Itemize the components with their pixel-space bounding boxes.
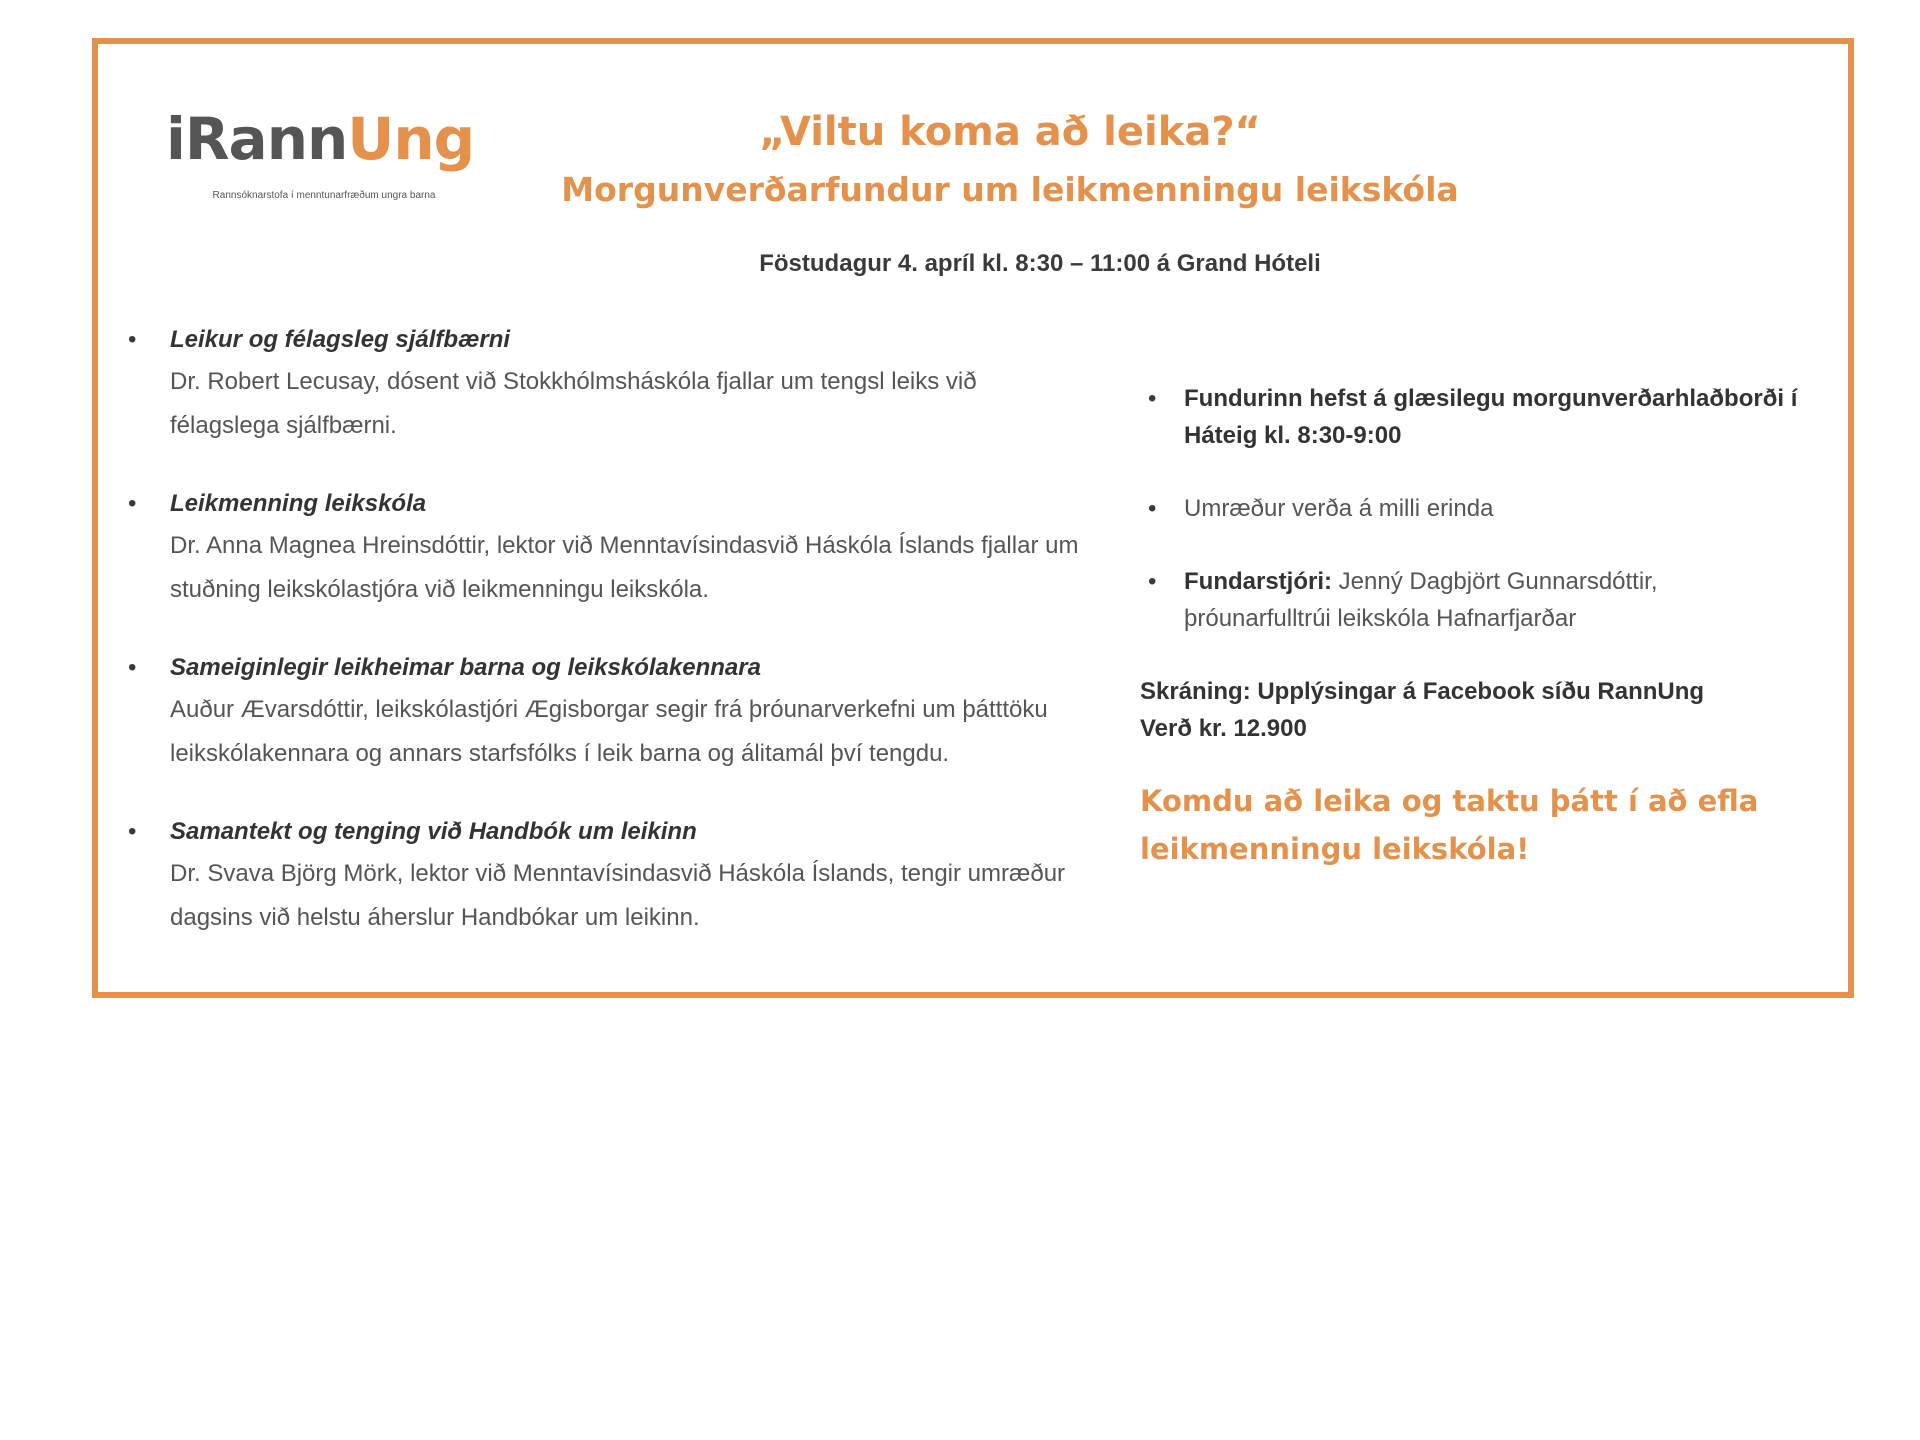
talk-description: Dr. Anna Magnea Hreinsdóttir, lektor við Menntavísindasvið Háskóla Íslands fjallar um stuðning leikskólastjóra við leikmenningu leikskóla. xyxy=(170,532,1079,603)
date-line: Föstudagur 4. apríl kl. 8:30 – 11:00 á Grand Hóteli xyxy=(759,250,1321,277)
talk-title: Leikmenning leikskóla xyxy=(170,490,427,517)
main-subtitle: Morgunverðarfundur um leikmenningu leikskóla xyxy=(561,170,1459,209)
talk-description: Dr. Svava Björg Mörk, lektor við Menntavísindasvið Háskóla Íslands, tengir umræður dagsins við helstu áherslur Handbókar um leikinn. xyxy=(170,860,1066,931)
info-column xyxy=(1140,380,1800,873)
info-breakfast xyxy=(1140,380,1800,454)
main-title: „Viltu koma að leika?“ xyxy=(759,109,1261,155)
chair-value: Jenný Dagbjört Gunnarsdóttir, þróunarfulltrúi leikskóla Hafnarfjarðar xyxy=(1184,568,1658,632)
talk-item xyxy=(120,812,1080,940)
bullet-icon: • xyxy=(1148,385,1157,412)
rannung-logo xyxy=(166,105,476,228)
bullet-icon: • xyxy=(128,654,137,681)
registration-text: Skráning: Upplýsingar á Facebook síðu RannUng xyxy=(1140,678,1705,705)
poster-title xyxy=(500,104,1520,220)
info-chair xyxy=(1140,563,1800,637)
talk-title: Leikur og félagsleg sjálfbærni xyxy=(170,326,511,353)
logo-ung: Ung xyxy=(347,105,475,173)
logo-rann: Rann xyxy=(184,105,348,173)
chair-label: Fundarstjóri: xyxy=(1184,568,1332,595)
bullet-icon: • xyxy=(128,490,137,517)
talk-item xyxy=(120,320,1080,448)
talk-title: Samantekt og tenging við Handbók um leikinn xyxy=(170,818,697,845)
logo-subtitle: Rannsóknarstofa í menntunarfræðum ungra barna xyxy=(212,190,436,201)
registration-block xyxy=(1140,673,1800,747)
price-text: Verð kr. 12.900 xyxy=(1140,715,1307,742)
bullet-icon: • xyxy=(1148,495,1157,522)
call-to-action: Komdu að leika og taktu þátt í að efla leikmenningu leikskóla! xyxy=(1140,784,1759,866)
bullet-icon: • xyxy=(128,326,137,353)
info-discussions xyxy=(1140,490,1800,527)
talk-item xyxy=(120,648,1080,776)
talk-title: Sameiginlegir leikheimar barna og leikskólakennara xyxy=(170,654,761,681)
bullet-icon: • xyxy=(128,818,137,845)
logo-i: i xyxy=(166,105,185,173)
bullet-icon: • xyxy=(1148,568,1157,595)
talk-description: Dr. Robert Lecusay, dósent við Stokkhólmsháskóla fjallar um tengsl leiks við félagslega sjálfbærni. xyxy=(170,368,977,439)
discussions-text: Umræður verða á milli erinda xyxy=(1184,495,1494,522)
talk-item xyxy=(120,484,1080,612)
logo-wordmark xyxy=(166,105,475,173)
talk-description: Auður Ævarsdóttir, leikskólastjóri Ægisborgar segir frá þróunarverkefni um þátttöku leikskólakennara og annars starfsfólks í leik barna og álitamál því tengdu. xyxy=(170,696,1048,767)
talks-list xyxy=(120,320,1080,976)
breakfast-text: Fundurinn hefst á glæsilegu morgunverðarhlaðborði í Háteig kl. 8:30-9:00 xyxy=(1184,385,1798,449)
